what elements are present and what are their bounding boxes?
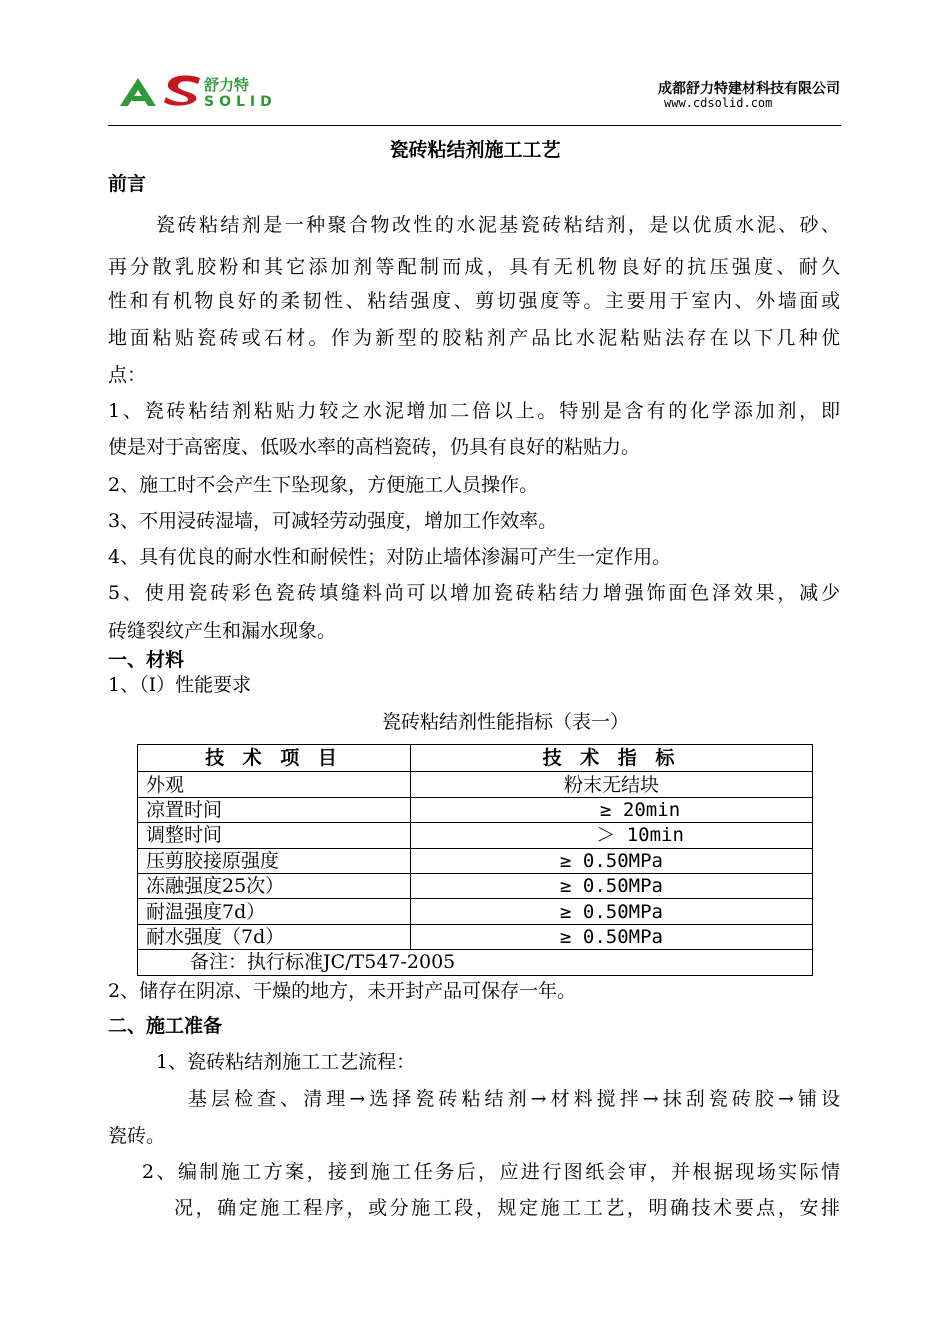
logo-cn-text: 舒力特 [204,76,250,94]
company-url: www.cdsolid.com [664,96,773,110]
preface-line: 地面粘贴瓷砖或石材。作为新型的胶粘剂产品比水泥粘贴法存在以下几种优 [108,327,840,349]
section2-item2-line: 2、编制施工方案，接到施工任务后，应进行图纸会审，并根据现场实际情 [142,1161,840,1183]
table-cell-value: ≥ 0.50MPa [411,899,813,924]
table-cell-item: 凉置时间 [138,797,411,822]
section2-flow-line: 瓷砖。 [108,1125,166,1147]
section2-flow-line: 基层检查、清理→选择瓷砖粘结剂→材料搅拌→抹刮瓷砖胶→铺设 [188,1088,840,1110]
preface-line: 点： [108,364,147,386]
advantage-line: 使是对于高密度、低吸水率的高档瓷砖，仍具有良好的粘贴力。 [108,436,641,458]
table-caption: 瓷砖粘结剂性能指标（表一） [382,711,630,733]
table-note: 备注：执行标准JC/T547-2005 [138,950,813,975]
table-cell-item: 冻融强度25次） [138,873,411,898]
table-cell-item: 外观 [138,772,411,797]
table-row [138,924,813,949]
header-divider [108,125,841,126]
advantage-line: 5、使用瓷砖彩色瓷砖填缝料尚可以增加瓷砖粘结力增强饰面色泽效果，减少 [108,582,840,604]
table-row [138,848,813,873]
advantage-line: 砖缝裂纹产生和漏水现象。 [108,620,337,642]
page-title: 瓷砖粘结剂施工工艺 [389,139,561,161]
table-cell-item: 调整时间 [138,823,411,848]
advantage-line: 3、不用浸砖湿墙，可减轻劳动强度，增加工作效率。 [108,510,558,532]
preface-line: 性和有机物良好的柔韧性、粘结强度、剪切强度等。主要用于室内、外墙面或 [108,290,840,312]
company-name: 成都舒力特建材科技有限公司 [658,81,840,97]
table-header-cell: 技 术 指 标 [411,745,813,772]
table-cell-item: 耐水强度（7d） [138,924,411,949]
preface-heading: 前言 [108,173,147,195]
table-row [138,899,813,924]
advantage-line: 1、瓷砖粘结剂粘贴力较之水泥增加二倍以上。特别是含有的化学添加剂，即 [108,400,840,422]
table-cell-value: ≥ 0.50MPa [411,848,813,873]
table-cell-value: ≥ 0.50MPa [411,924,813,949]
section2-item2-line: 况，确定施工程序，或分施工段，规定施工工艺，明确技术要点，安排 [174,1197,840,1219]
table-cell-item: 压剪胶接原强度 [138,848,411,873]
table-row [138,772,813,797]
section2-heading: 二、施工准备 [108,1015,223,1037]
table-cell-value: ≥ 20min [411,797,813,822]
section1-heading: 一、材料 [108,649,185,671]
preface-line: 瓷砖粘结剂是一种聚合物改性的水泥基瓷砖粘结剂，是以优质水泥、砂、 [156,214,840,236]
table-note-row [138,950,813,975]
logo-graphic [112,72,322,112]
table-row [138,873,813,898]
section1-subheading: 1、（Ⅰ）性能要求 [108,674,252,696]
table-header-cell: 技 术 项 目 [138,745,411,772]
table-cell-value: 粉末无结块 [411,772,813,797]
section2-item1-title: 1、瓷砖粘结剂施工工艺流程： [156,1051,416,1073]
spec-table [137,744,813,976]
advantage-line: 2、施工时不会产生下坠现象，方便施工人员操作。 [108,474,539,496]
table-cell-value: ＞ 10min [411,823,813,848]
preface-line: 再分散乳胶粉和其它添加剂等配制而成，具有无机物良好的抗压强度、耐久 [108,256,840,278]
storage-note: 2、储存在阴凉、干燥的地方，未开封产品可保存一年。 [108,980,577,1002]
company-logo [112,72,322,112]
logo-latin-text: SOLID [204,94,277,110]
table-header-row [138,745,813,772]
table-row [138,823,813,848]
table-cell-value: ≥ 0.50MPa [411,873,813,898]
table-cell-item: 耐温强度7d） [138,899,411,924]
table-row [138,797,813,822]
advantage-line: 4、具有优良的耐水性和耐候性；对防止墙体渗漏可产生一定作用。 [108,546,672,568]
